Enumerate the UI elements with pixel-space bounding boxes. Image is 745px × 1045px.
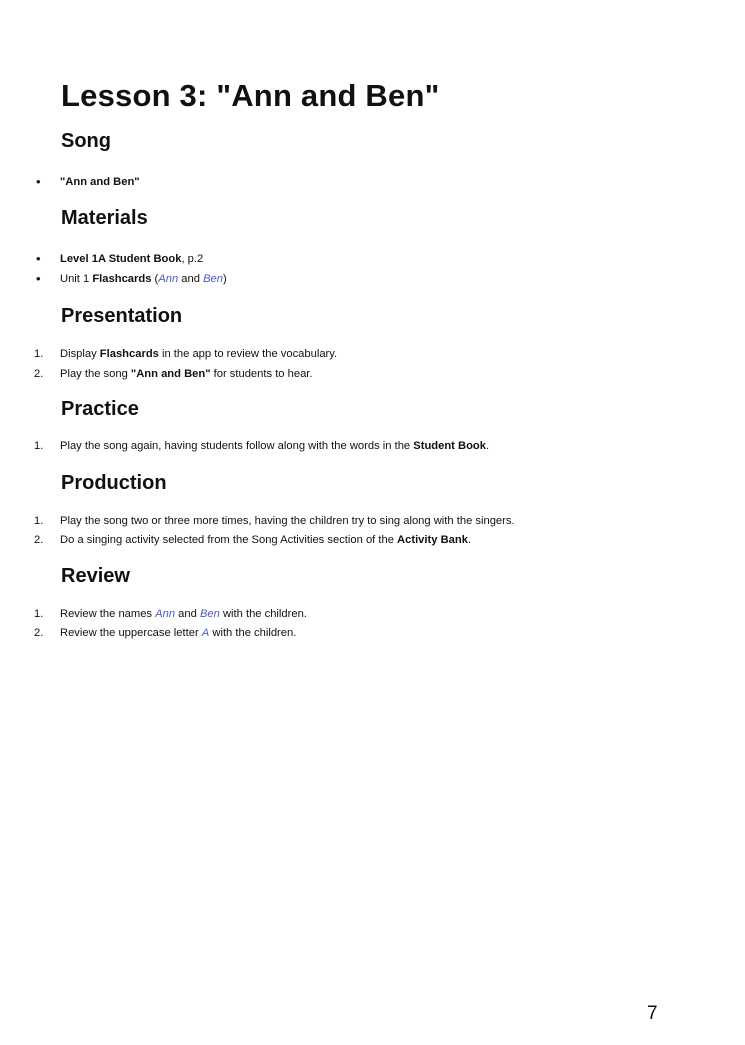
page-ref: , p.2	[181, 253, 204, 265]
section-heading-presentation: Presentation	[61, 305, 183, 327]
number-marker: 2.	[34, 534, 44, 546]
flashcards-label: Flashcards	[99, 348, 159, 360]
section-heading-review: Review	[61, 565, 130, 587]
bullet-marker: •	[36, 271, 41, 286]
section-heading-production: Production	[61, 472, 167, 494]
uppercase-letter: A	[201, 627, 210, 639]
item-text: in the app to review the vocabulary.	[158, 348, 338, 360]
bullet-marker: •	[36, 251, 41, 266]
vocab-word-ben: Ben	[199, 608, 220, 620]
item-text: Play the song again, having students follow along with the words in the	[60, 440, 414, 452]
and-text: and	[178, 273, 204, 285]
paren-open: (	[151, 273, 159, 285]
student-book-label: Student Book	[413, 440, 486, 452]
number-marker: 2.	[34, 627, 44, 639]
number-marker: 2.	[34, 368, 44, 380]
item-text: Do a singing activity selected from the Song Activities section of the	[60, 534, 398, 546]
song-title: "Ann and Ben"	[130, 368, 211, 380]
number-marker: 1.	[34, 515, 44, 527]
item-text: Display	[60, 348, 100, 360]
section-heading-materials: Materials	[61, 207, 148, 229]
lesson-title: Lesson 3: "Ann and Ben"	[61, 78, 440, 113]
flashcards-label: Flashcards	[92, 273, 152, 285]
page-number: 7	[647, 1003, 658, 1024]
bullet-marker: •	[36, 174, 41, 189]
book-name: Level 1A Student Book	[60, 253, 182, 265]
item-text: Review the uppercase letter	[60, 627, 202, 639]
item-text: with the children.	[219, 608, 307, 620]
item-text: Review the names	[60, 608, 156, 620]
vocab-word-ann: Ann	[158, 273, 179, 285]
number-marker: 1.	[34, 440, 44, 452]
unit-prefix: Unit 1	[60, 273, 93, 285]
paren-close: )	[222, 273, 227, 285]
vocab-word-ben: Ben	[203, 273, 223, 285]
item-text: Play the song two or three more times, having the children try to sing along with the singers.	[60, 515, 515, 527]
number-marker: 1.	[34, 348, 44, 360]
section-heading-practice: Practice	[61, 398, 139, 420]
item-text: .	[467, 534, 472, 546]
item-text: .	[485, 440, 490, 452]
and-text: and	[175, 608, 200, 620]
item-text: for students to hear.	[210, 368, 313, 380]
vocab-word-ann: Ann	[155, 608, 176, 620]
number-marker: 1.	[34, 608, 44, 620]
section-heading-song: Song	[61, 130, 111, 152]
song-title: "Ann and Ben"	[60, 176, 140, 188]
item-text: with the children.	[209, 627, 297, 639]
activity-bank-label: Activity Bank	[397, 534, 468, 546]
item-text: Play the song	[60, 368, 131, 380]
